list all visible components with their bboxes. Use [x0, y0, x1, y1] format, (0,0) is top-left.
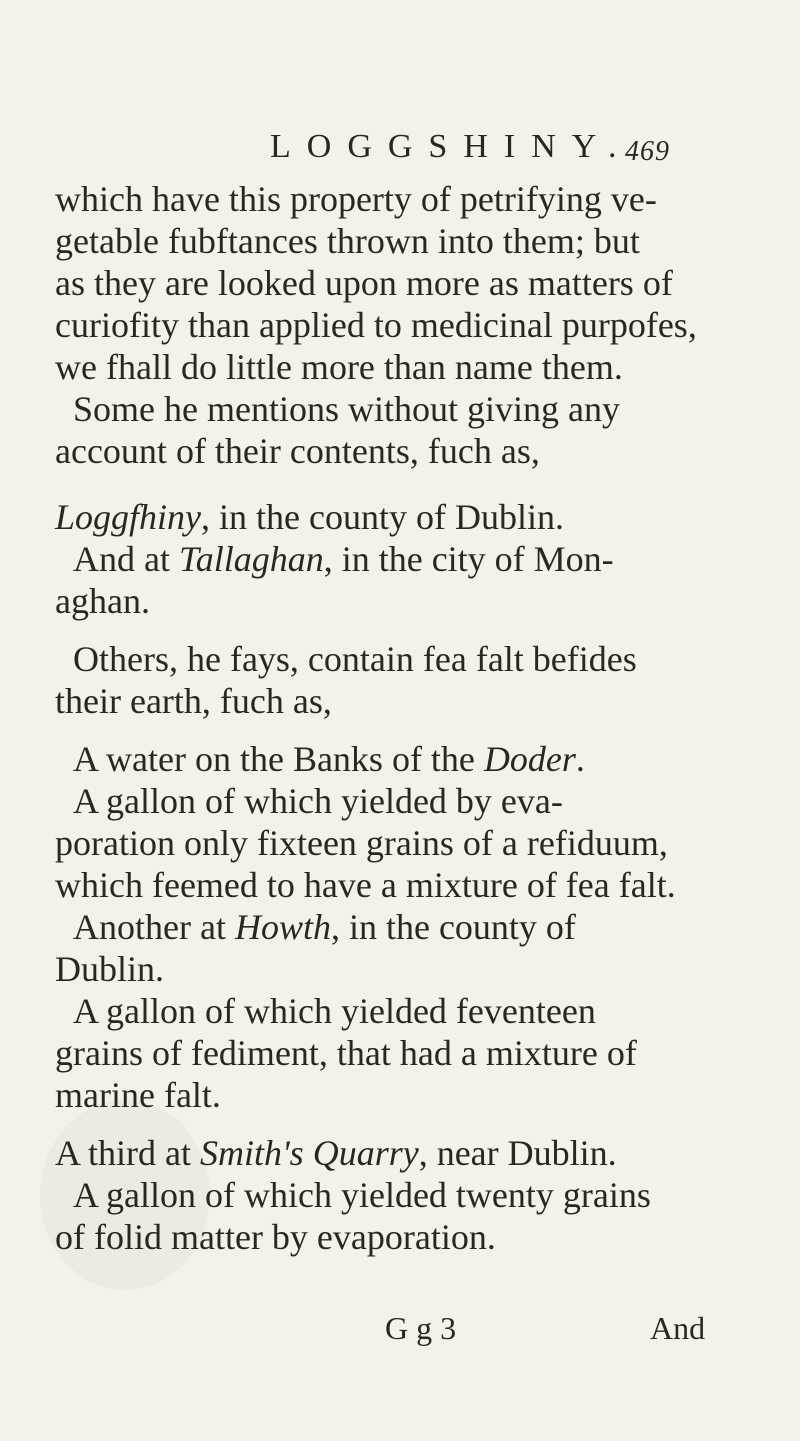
page-number: 469	[625, 136, 670, 167]
line-text: A third at	[55, 1133, 200, 1173]
text-line	[55, 738, 760, 780]
catchword: And	[650, 1310, 706, 1346]
line-text: Another at	[73, 907, 235, 947]
text-line	[55, 864, 760, 906]
place-name: Smith's Quarry	[199, 1133, 419, 1173]
text-line	[55, 1216, 760, 1258]
place-name: Doder	[483, 739, 576, 779]
text-line	[55, 346, 760, 388]
line-text: A gallon of which yielded by eva-	[73, 781, 563, 821]
line-text: which have this property of petrifying ve-	[55, 179, 657, 219]
text-line	[55, 990, 760, 1032]
line-text: of folid matter by evaporation.	[55, 1217, 496, 1257]
line-text: A gallon of which yielded twenty grains	[73, 1175, 651, 1215]
running-head: LOGGSHINY.	[270, 128, 633, 165]
line-text: .	[575, 739, 585, 779]
line-text: , near Dublin.	[418, 1133, 617, 1173]
line-text: getable fubftances thrown into them; but	[55, 221, 640, 261]
text-line	[55, 948, 760, 990]
line-text: we fhall do little more than name them.	[55, 347, 623, 387]
text-line	[55, 906, 760, 948]
line-text: , in the county of Dublin.	[201, 497, 564, 537]
text-line	[55, 580, 760, 622]
line-text: , in the county of	[330, 907, 576, 947]
text-line	[55, 304, 760, 346]
text-line	[55, 638, 760, 680]
text-line	[55, 1032, 760, 1074]
line-text: A gallon of which yielded feventeen	[73, 991, 596, 1031]
line-text: curiofity than applied to medicinal purpofes,	[55, 305, 697, 345]
text-line	[55, 680, 760, 722]
line-text: which feemed to have a mixture of fea falt.	[55, 865, 676, 905]
line-text: , in the city of Mon-	[323, 539, 614, 579]
text-line	[55, 262, 760, 304]
text-line	[55, 1174, 760, 1216]
line-text: Dublin.	[55, 949, 165, 989]
line-text: aghan.	[55, 581, 150, 621]
line-text: account of their contents, fuch as,	[55, 431, 540, 471]
text-line	[55, 780, 760, 822]
line-text: marine falt.	[55, 1075, 221, 1115]
line-text: grains of fediment, that had a mixture of	[55, 1033, 637, 1073]
text-line	[55, 220, 760, 262]
text-line	[55, 430, 760, 472]
line-text: A water on the Banks of the	[73, 739, 484, 779]
text-line	[55, 388, 760, 430]
page-footer	[0, 1310, 800, 1360]
text-line	[55, 1074, 760, 1116]
text-line	[55, 496, 760, 538]
text-line	[55, 822, 760, 864]
place-name: Howth	[234, 907, 331, 947]
line-text: Others, he fays, contain fea falt befides	[73, 639, 637, 679]
body-text	[55, 178, 760, 1258]
text-line	[55, 1132, 760, 1174]
signature-mark: G g 3	[385, 1310, 457, 1346]
text-line	[55, 178, 760, 220]
line-text: as they are looked upon more as matters of	[55, 263, 673, 303]
line-text: And at	[73, 539, 179, 579]
place-name: Tallaghan	[178, 539, 324, 579]
line-text: Some he mentions without giving any	[73, 389, 620, 429]
line-text: poration only fixteen grains of a refiduum,	[55, 823, 668, 863]
place-name: Loggfhiny	[55, 497, 202, 537]
page-header	[270, 128, 690, 178]
text-line	[55, 538, 760, 580]
line-text: their earth, fuch as,	[55, 681, 332, 721]
